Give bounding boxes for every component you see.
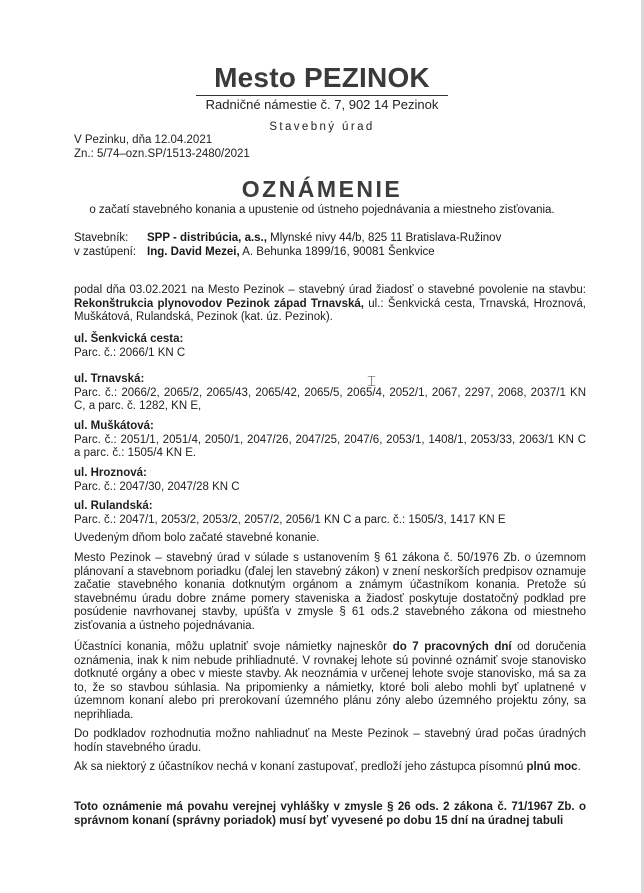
office-name: Stavebný úrad	[269, 121, 375, 133]
project-name: Rekonštrukcia plynovodov Pezinok západ Trnavská,	[74, 297, 364, 310]
street-name: ul. Šenkvická cesta:	[74, 333, 184, 345]
representation-paragraph	[74, 761, 586, 775]
street-section	[74, 420, 586, 461]
representative-value	[147, 246, 435, 258]
place-date: V Pezinku, dňa 12.04.2021	[74, 134, 213, 146]
objections-paragraph	[74, 641, 586, 723]
street-section	[74, 333, 586, 360]
municipality-address: Radničné námestie č. 7, 902 14 Pezinok	[205, 97, 439, 112]
objections-lead: Účastníci konania, môžu uplatniť svoje námietky najneskôr	[74, 641, 393, 653]
objections-deadline: do 7 pracovných dní	[392, 641, 512, 653]
street-name: ul. Rulandská:	[74, 500, 153, 512]
representative-address: A. Behunka 1899/16, 90081 Šenkvice	[239, 246, 435, 258]
objections-rest: od doručenia oznámenia, inak k nim nebude prihliadnuté. V rovnakej lehote sú povinné oznámiť svoje stanovisko dotknuté orgány a obec v mieste stavby. Ak neoznámia v určenej lehote svoje stanovisko, má sa za to, že so stavbou súhlasia. Na pripomienky a námietky, ktoré boli alebo mohli byť uplatnené v územnom konaní alebo pri prerokovaní územného plánu zóny alebo územného projektu zóny, sa neprihliada.	[74, 641, 586, 721]
municipality-title: Mesto PEZINOK	[214, 62, 430, 93]
representative-label: v zastúpení:	[74, 246, 137, 258]
notice-subtitle: o začatí stavebného konania a upustenie od ústneho pojednávania a miestneho zisťovania.	[89, 204, 555, 216]
text-cursor-icon: ⌶	[367, 372, 377, 390]
builder-address: Mlynské nivy 44/b, 825 11 Bratislava-Ružinov	[266, 232, 502, 244]
notice-heading: OZNÁMENIE	[241, 176, 403, 202]
intro-lead: podal dňa 03.02.2021 na Mesto Pezinok – stavebný úrad žiadosť o stavebné povolenie na stavbu:	[74, 284, 586, 296]
parcel-list: Parc. č.: 2047/1, 2053/2, 2053/2, 2057/2, 2056/1 KN C a parc. č.: 1505/3, 1417 KN E	[74, 513, 506, 526]
street-section	[74, 467, 586, 494]
parcel-list: Parc. č.: 2066/2, 2065/2, 2065/43, 2065/42, 2065/5, 2065/4, 2052/1, 2067, 2297, 2068, 2037/1 KN C, a parc. č. 1282, KN E,	[74, 386, 586, 413]
street-section	[74, 373, 586, 414]
public-notice-footer: Toto oznámenie má povahu verejnej vyhlášky v zmysle § 26 ods. 2 zákona č. 71/1967 Zb. o správnom konaní (správny poriadok) musí byť vyvesené po dobu 15 dní na úradnej tabuli	[74, 801, 586, 827]
parcel-list: Parc. č.: 2047/30, 2047/28 KN C	[74, 480, 240, 493]
street-name: ul. Muškátová:	[74, 420, 154, 432]
parcel-list: Parc. č.: 2051/1, 2051/4, 2050/1, 2047/26, 2047/25, 2047/6, 2053/1, 1408/1, 2053/33, 2063/1 KN C a parc. č.: 1505/4 KN E.	[74, 433, 586, 460]
inspection-paragraph: Do podkladov rozhodnutia možno nahliadnuť na Meste Pezinok – stavebný úrad počas úradných hodín stavebného úradu.	[74, 728, 586, 754]
street-name: ul. Trnavská:	[74, 373, 145, 385]
representation-lead: Ak sa niektorý z účastníkov nechá v konaní zastupovať, predloží jeho zástupca písomnú	[74, 761, 527, 773]
representation-end: .	[577, 761, 581, 773]
power-of-attorney: plnú moc	[526, 761, 578, 773]
builder-value	[147, 232, 501, 244]
street-section	[74, 500, 586, 527]
header-rule	[196, 95, 448, 96]
parcel-list: Parc. č.: 2066/1 KN C	[74, 346, 186, 359]
street-name: ul. Hroznová:	[74, 467, 147, 479]
builder-label: Stavebník:	[74, 232, 129, 244]
builder-name: SPP - distribúcia, a.s.,	[147, 232, 267, 244]
procedure-started: Uvedeným dňom bolo začaté stavebné konanie.	[74, 532, 320, 544]
intro-paragraph	[74, 284, 586, 325]
representative-name: Ing. David Mezei,	[147, 246, 240, 258]
reference-number: Zn.: 5/74–ozn.SP/1513-2480/2021	[74, 148, 250, 160]
intro-rest: ul.: Šenkvická cesta, Trnavská, Hroznová, Muškátová, Rulandská, Pezinok (kat. úz. Pezinok).	[74, 297, 586, 324]
procedure-paragraph: Mesto Pezinok – stavebný úrad v súlade s ustanovením § 61 zákona č. 50/1976 Zb. o územnom plánovaní a stavebnom poriadku (ďalej len stavebný zákon) v znení neskorších predpisov oznamuje začatie stavebného konania dotknutým orgánom a známym účastníkom konania. Pretože sú stavebnému úradu dobre známe pomery staveniska a žiadosť poskytuje dostatočný podklad pre posúdenie navrhovanej stavby, upúšťa v zmysle § 61 ods.2 stavebného zákona od miestneho zisťovania a ústneho pojednávania.	[74, 552, 586, 632]
